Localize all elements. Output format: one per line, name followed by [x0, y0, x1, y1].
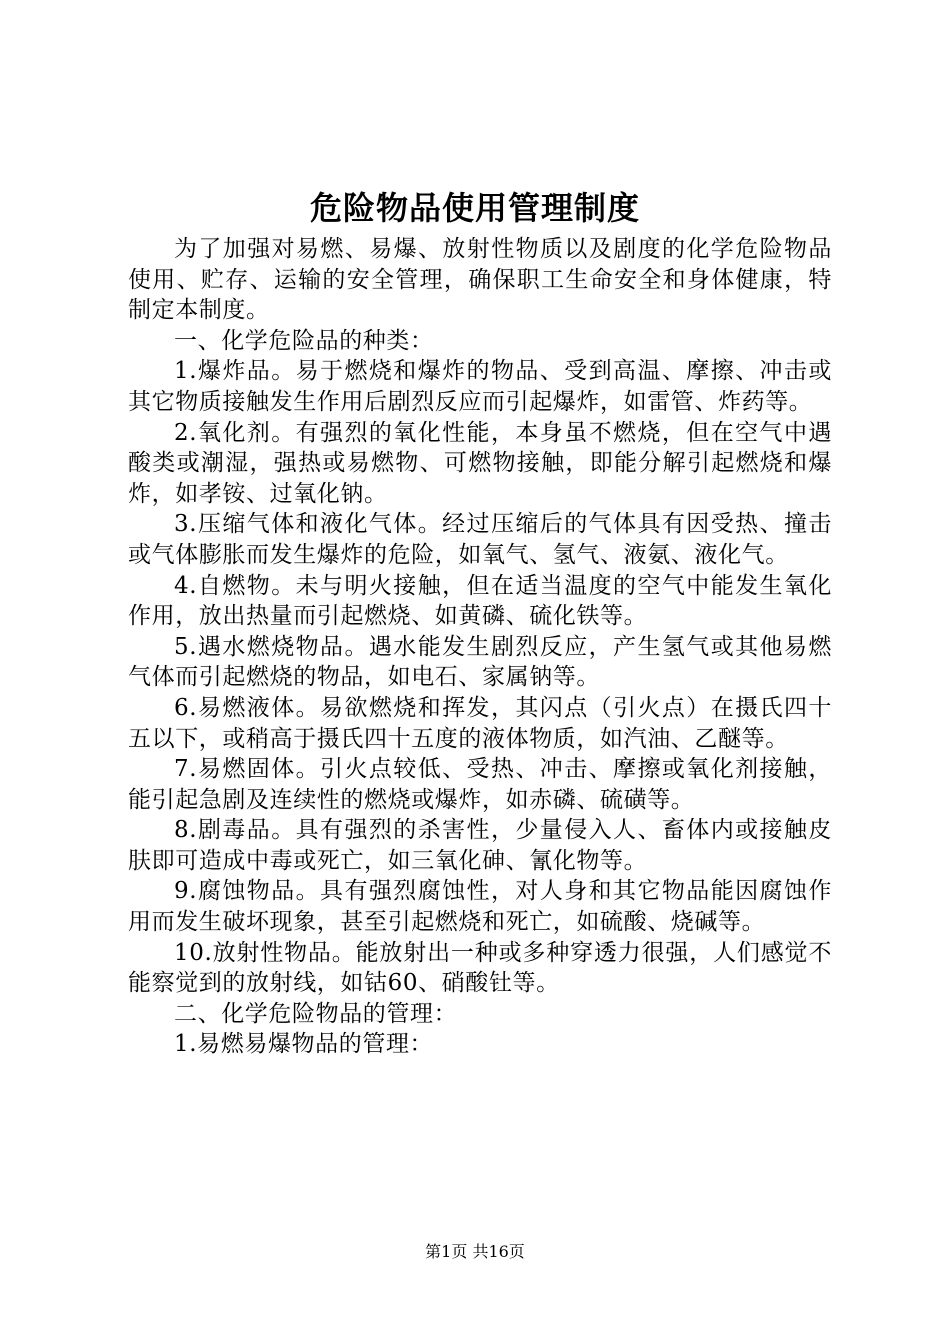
document-title: 危险物品使用管理制度: [309, 189, 640, 227]
paragraph-item-9: 9.腐蚀物品。具有强烈腐蚀性，对人身和其它物品能因腐蚀作用而发生破坏现象，甚至引起燃烧和死亡，如硫酸、烧碱等。: [128, 878, 832, 936]
paragraph-item-4: 4.自燃物。未与明火接触，但在适当温度的空气中能发生氧化作用，放出热量而引起燃烧、如黄磷、硫化铁等。: [128, 572, 832, 630]
paragraph-intro: 为了加强对易燃、易爆、放射性物质以及剧度的化学危险物品使用、贮存、运输的安全管理，确保职工生命安全和身体健康，特制定本制度。: [128, 236, 832, 324]
paragraph-item-3: 3.压缩气体和液化气体。经过压缩后的气体具有因受热、撞击或气体膨胀而发生爆炸的危险，如氧气、氢气、液氨、液化气。: [128, 511, 832, 568]
paragraph-item-1: 1.爆炸品。易于燃烧和爆炸的物品、受到高温、摩擦、冲击或其它物质接触发生作用后剧烈反应而引起爆炸，如雷管、炸药等。: [128, 358, 832, 415]
subsection-heading-1: 1.易燃易爆物品的管理：: [174, 1031, 434, 1058]
paragraph-item-7: 7.易燃固体。引火点较低、受热、冲击、摩擦或氧化剂接触，能引起急剧及连续性的燃烧或爆炸，如赤磷、硫磺等。: [128, 756, 832, 813]
paragraph-item-10: 10.放射性物品。能放射出一种或多种穿透力很强，人们感觉不能察觉到的放射线，如钴60、硝酸钍等。: [128, 939, 832, 997]
paragraph-item-6: 6.易燃液体。易欲燃烧和挥发，其闪点（引火点）在摄氏四十五以下，或稍高于摄氏四十五度的液体物质，如汽油、乙醚等。: [128, 694, 832, 752]
document-body: [128, 234, 832, 1060]
page-number-footer: 第1页 共16页: [425, 1242, 525, 1261]
paragraph-item-8: 8.剧毒品。具有强烈的杀害性，少量侵入人、畜体内或接触皮肤即可造成中毒或死亡，如三氧化砷、氰化物等。: [128, 817, 832, 874]
section-heading-1: 一、化学危险品的种类：: [174, 327, 434, 354]
section-heading-2: 二、化学危险物品的管理：: [174, 1000, 458, 1027]
paragraph-item-2: 2.氧化剂。有强烈的氧化性能，本身虽不燃烧，但在空气中遇酸类或潮湿，强热或易燃物、可燃物接触，即能分解引起燃烧和爆炸，如孝铵、过氧化钠。: [128, 419, 832, 507]
paragraph-item-5: 5.遇水燃烧物品。遇水能发生剧烈反应，产生氢气或其他易燃气体而引起燃烧的物品，如电石、家属钠等。: [128, 633, 832, 691]
